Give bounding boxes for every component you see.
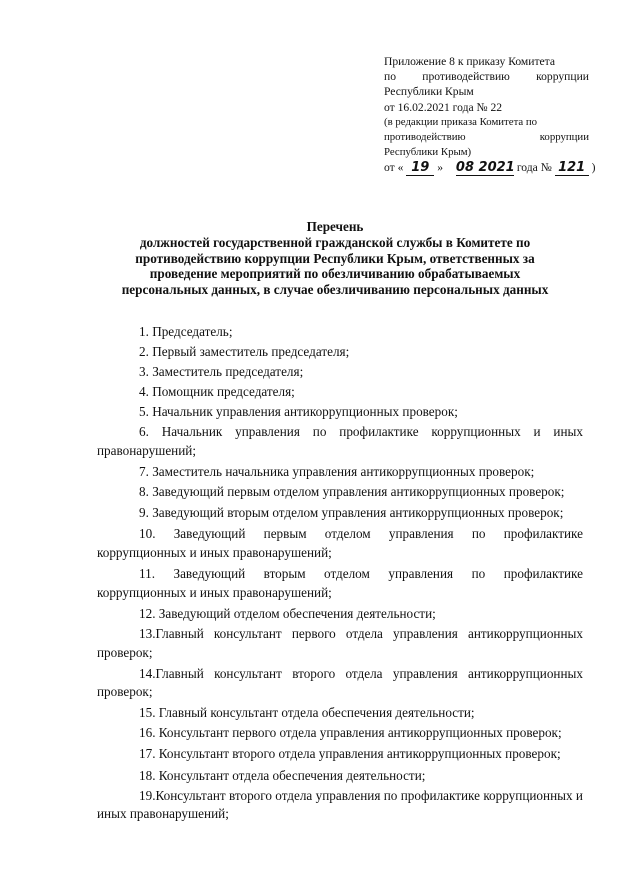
title-line-4: проведение мероприятий по обезличиванию обрабатываемых (149, 266, 521, 282)
list-item: 2. Первый заместитель председателя; (139, 344, 350, 360)
list-item: 18. Консультант отдела обеспечения деятельности; (139, 767, 426, 783)
list-item: 19.Консультант второго отдела управления по профилактике коррупционных и иных правонарушений; (97, 787, 583, 822)
list-item: 14.Главный консультант второго отдела управления антикоррупционных проверок; (97, 665, 583, 700)
list-item: 3. Заместитель председателя; (139, 364, 304, 380)
sig-year-text: года № (516, 161, 552, 175)
handwritten-day: 19 (406, 161, 434, 176)
sig-prefix: от « (384, 161, 404, 175)
annex-line-4: от 16.02.2021 года № 22 (384, 100, 503, 114)
list-item: 10. Заведующий первым отделом управления по профилактике коррупционных и иных правонарушений; (97, 526, 583, 561)
document-title (100, 219, 570, 298)
annex-line-1: Приложение 8 к приказу Комитета (384, 55, 556, 68)
sig-suffix: ) (591, 161, 596, 175)
list-item: 12. Заведующий отделом обеспечения деятельности; (139, 605, 436, 621)
list-item: 13.Главный консультант первого отдела управления антикоррупционных проверок; (97, 625, 583, 660)
title-line-2: должностей государственной гражданской службы в Комитете по (139, 234, 531, 250)
annex-line-5: (в редакции приказа Комитета по (384, 115, 538, 128)
title-line-3: противодействию коррупции Республики Крым, ответственных за (135, 250, 535, 266)
list-item: 4. Помощник председателя; (139, 384, 295, 400)
title-line-1: Перечень (306, 219, 364, 234)
annex-line-3: Республики Крым (384, 85, 474, 99)
annex-line-6: противодействию коррупции (384, 131, 589, 144)
positions-list (97, 323, 583, 825)
list-item: 5. Начальник управления антикоррупционных проверок; (139, 404, 458, 420)
list-item: 6. Начальник управления по профилактике коррупционных и иных правонарушений; (97, 424, 583, 459)
list-item: 1. Председатель; (139, 324, 233, 339)
annex-line-7: Республики Крым) (384, 146, 472, 159)
handwritten-number: 121 (555, 161, 589, 176)
handwritten-month-year: 08 2021 (455, 160, 515, 176)
list-item: 17. Консультант второго отдела управления антикоррупционных проверок; (139, 746, 561, 762)
list-item: 15. Главный консультант отдела обеспечения деятельности; (139, 705, 475, 721)
sig-mid: » (437, 161, 444, 175)
title-line-5: персональных данных, в случае обезличиванию персональных данных (121, 282, 549, 298)
list-item: 8. Заведующий первым отделом управления антикоррупционных проверок; (139, 484, 565, 500)
annex-header (384, 54, 596, 176)
list-item: 16. Консультант первого отдела управления антикоррупционных проверок; (139, 725, 562, 741)
annex-signature-line (384, 160, 596, 176)
list-item: 9. Заведующий вторым отделом управления антикоррупционных проверок; (139, 505, 564, 521)
annex-line-2: по противодействию коррупции (384, 70, 589, 84)
list-item: 11. Заведующий вторым отделом управления по профилактике коррупционных и иных правонарушений; (97, 566, 583, 600)
list-item: 7. Заместитель начальника управления антикоррупционных проверок; (139, 464, 535, 480)
